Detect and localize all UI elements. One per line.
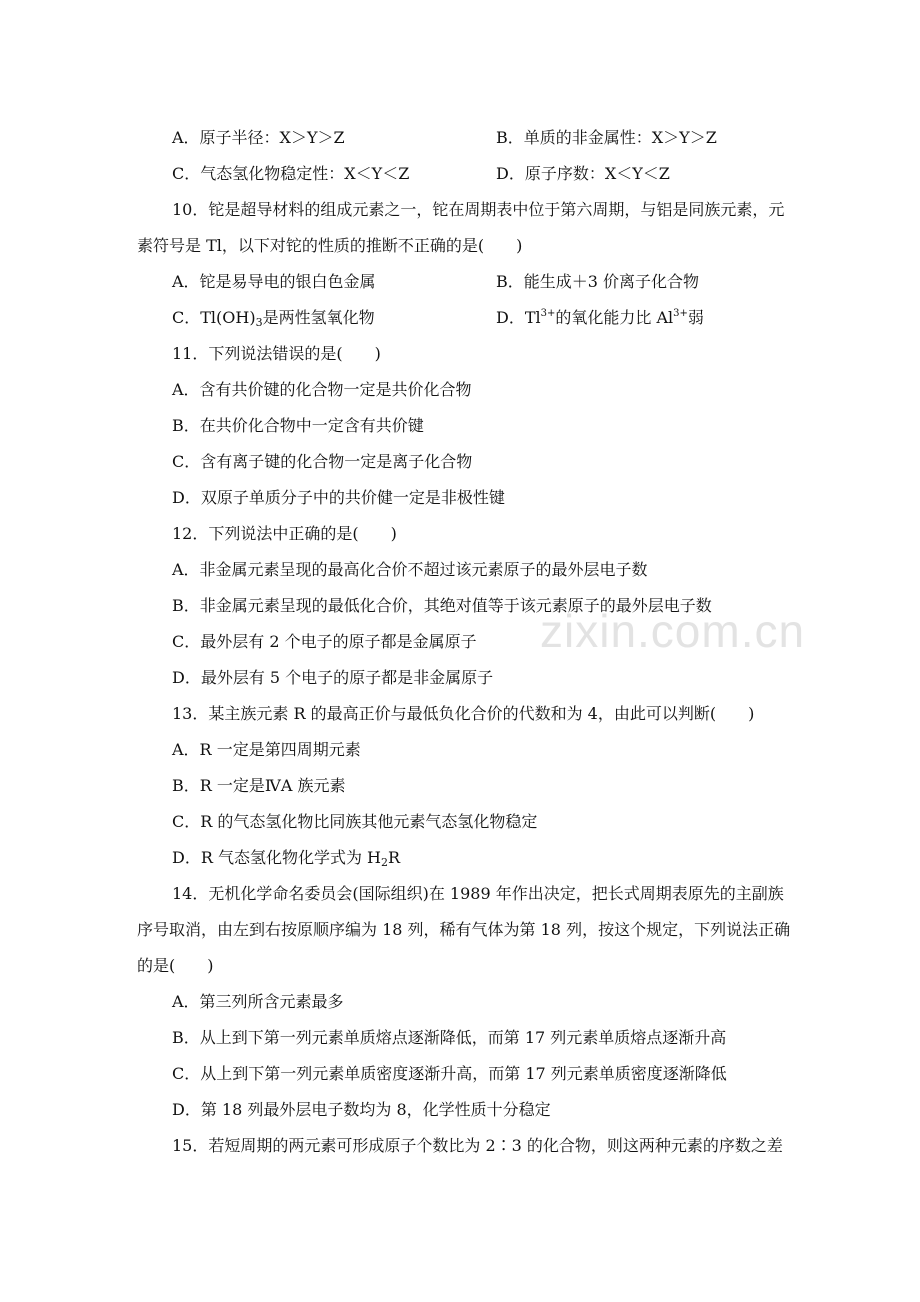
q13-option-b: B．R 一定是ⅣA 族元素 bbox=[172, 776, 346, 795]
q10-d-superscript-2: 3+ bbox=[673, 308, 688, 319]
q14-stem-line2: 序号取消，由左到右按原顺序编为 18 列，稀有气体为第 18 列，按这个规定，下列说法正确 bbox=[137, 920, 791, 939]
q11-option-a: A．含有共价键的化合物一定是共价化合物 bbox=[172, 380, 472, 399]
q14-option-a: A．第三列所含元素最多 bbox=[172, 992, 344, 1011]
q10-stem-line1: 10．铊是超导材料的组成元素之一，铊在周期表中位于第六周期，与铝是同族元素，元 bbox=[172, 200, 785, 219]
q10-option-c bbox=[172, 308, 375, 328]
q9-option-a: A．原子半径：X＞Y＞Z bbox=[172, 128, 345, 147]
q10-stem-line2: 素符号是 Tl，以下对铊的性质的推断不正确的是( ) bbox=[137, 236, 523, 255]
q10-c-subscript: 3 bbox=[255, 316, 263, 329]
q14-option-d: D．第 18 列最外层电子数均为 8，化学性质十分稳定 bbox=[172, 1100, 551, 1119]
q14-option-c: C．从上到下第一列元素单质密度逐渐升高，而第 17 列元素单质密度逐渐降低 bbox=[172, 1064, 727, 1083]
q10-d-superscript-1: 3+ bbox=[540, 308, 556, 319]
q10-c-text: C．Tl(OH) bbox=[172, 308, 256, 327]
q9-option-d: D．原子序数：X＜Y＜Z bbox=[496, 164, 670, 183]
q12-option-c: C．最外层有 2 个电子的原子都是金属原子 bbox=[172, 632, 477, 651]
q13-d-text-end: R bbox=[388, 848, 401, 867]
q13-option-d bbox=[172, 848, 400, 868]
q10-c-text-end: 是两性氢氧化物 bbox=[262, 308, 375, 327]
q14-option-b: B．从上到下第一列元素单质熔点逐渐降低，而第 17 列元素单质熔点逐渐升高 bbox=[172, 1028, 727, 1047]
q13-d-text: D．R 气态氢化物化学式为 H bbox=[172, 848, 382, 867]
q15-stem-line1: 15．若短周期的两元素可形成原子个数比为 2∶3 的化合物，则这两种元素的序数之差 bbox=[172, 1136, 783, 1155]
q10-d-text-mid: 的氧化能力比 Al bbox=[555, 308, 674, 327]
q9-option-b: B．单质的非金属性：X＞Y＞Z bbox=[496, 128, 717, 147]
q11-option-b: B．在共价化合物中一定含有共价键 bbox=[172, 416, 424, 435]
watermark: zixin.com.cn bbox=[540, 605, 806, 657]
q11-stem: 11．下列说法错误的是( ) bbox=[172, 344, 381, 363]
q10-d-text: D．Tl bbox=[496, 308, 541, 327]
q11-option-c: C．含有离子键的化合物一定是离子化合物 bbox=[172, 452, 473, 471]
q10-d-text-end: 弱 bbox=[687, 308, 704, 327]
q10-option-a: A．铊是易导电的银白色金属 bbox=[172, 272, 376, 291]
q13-stem: 13．某主族元素 R 的最高正价与最低负化合价的代数和为 4，由此可以判断( ) bbox=[172, 704, 755, 723]
q12-option-d: D．最外层有 5 个电子的原子都是非金属原子 bbox=[172, 668, 494, 687]
q14-stem-line1: 14．无机化学命名委员会(国际组织)在 1989 年作出决定，把长式周期表原先的主副族 bbox=[172, 884, 784, 903]
q13-d-subscript: 2 bbox=[381, 856, 389, 869]
q10-option-b: B．能生成＋3 价离子化合物 bbox=[496, 272, 700, 291]
q14-stem-line3: 的是( ) bbox=[137, 956, 214, 975]
q13-option-a: A．R 一定是第四周期元素 bbox=[172, 740, 361, 759]
q12-option-b: B．非金属元素呈现的最低化合价，其绝对值等于该元素原子的最外层电子数 bbox=[172, 596, 712, 615]
q11-option-d: D．双原子单质分子中的共价健一定是非极性键 bbox=[172, 488, 505, 507]
q12-option-a: A．非金属元素呈现的最高化合价不超过该元素原子的最外层电子数 bbox=[172, 560, 648, 579]
q10-option-d bbox=[496, 308, 704, 328]
q13-option-c: C．R 的气态氢化物比同族其他元素气态氢化物稳定 bbox=[172, 812, 538, 831]
q12-stem: 12．下列说法中正确的是( ) bbox=[172, 524, 397, 543]
q9-option-c: C．气态氢化物稳定性：X＜Y＜Z bbox=[172, 164, 410, 183]
